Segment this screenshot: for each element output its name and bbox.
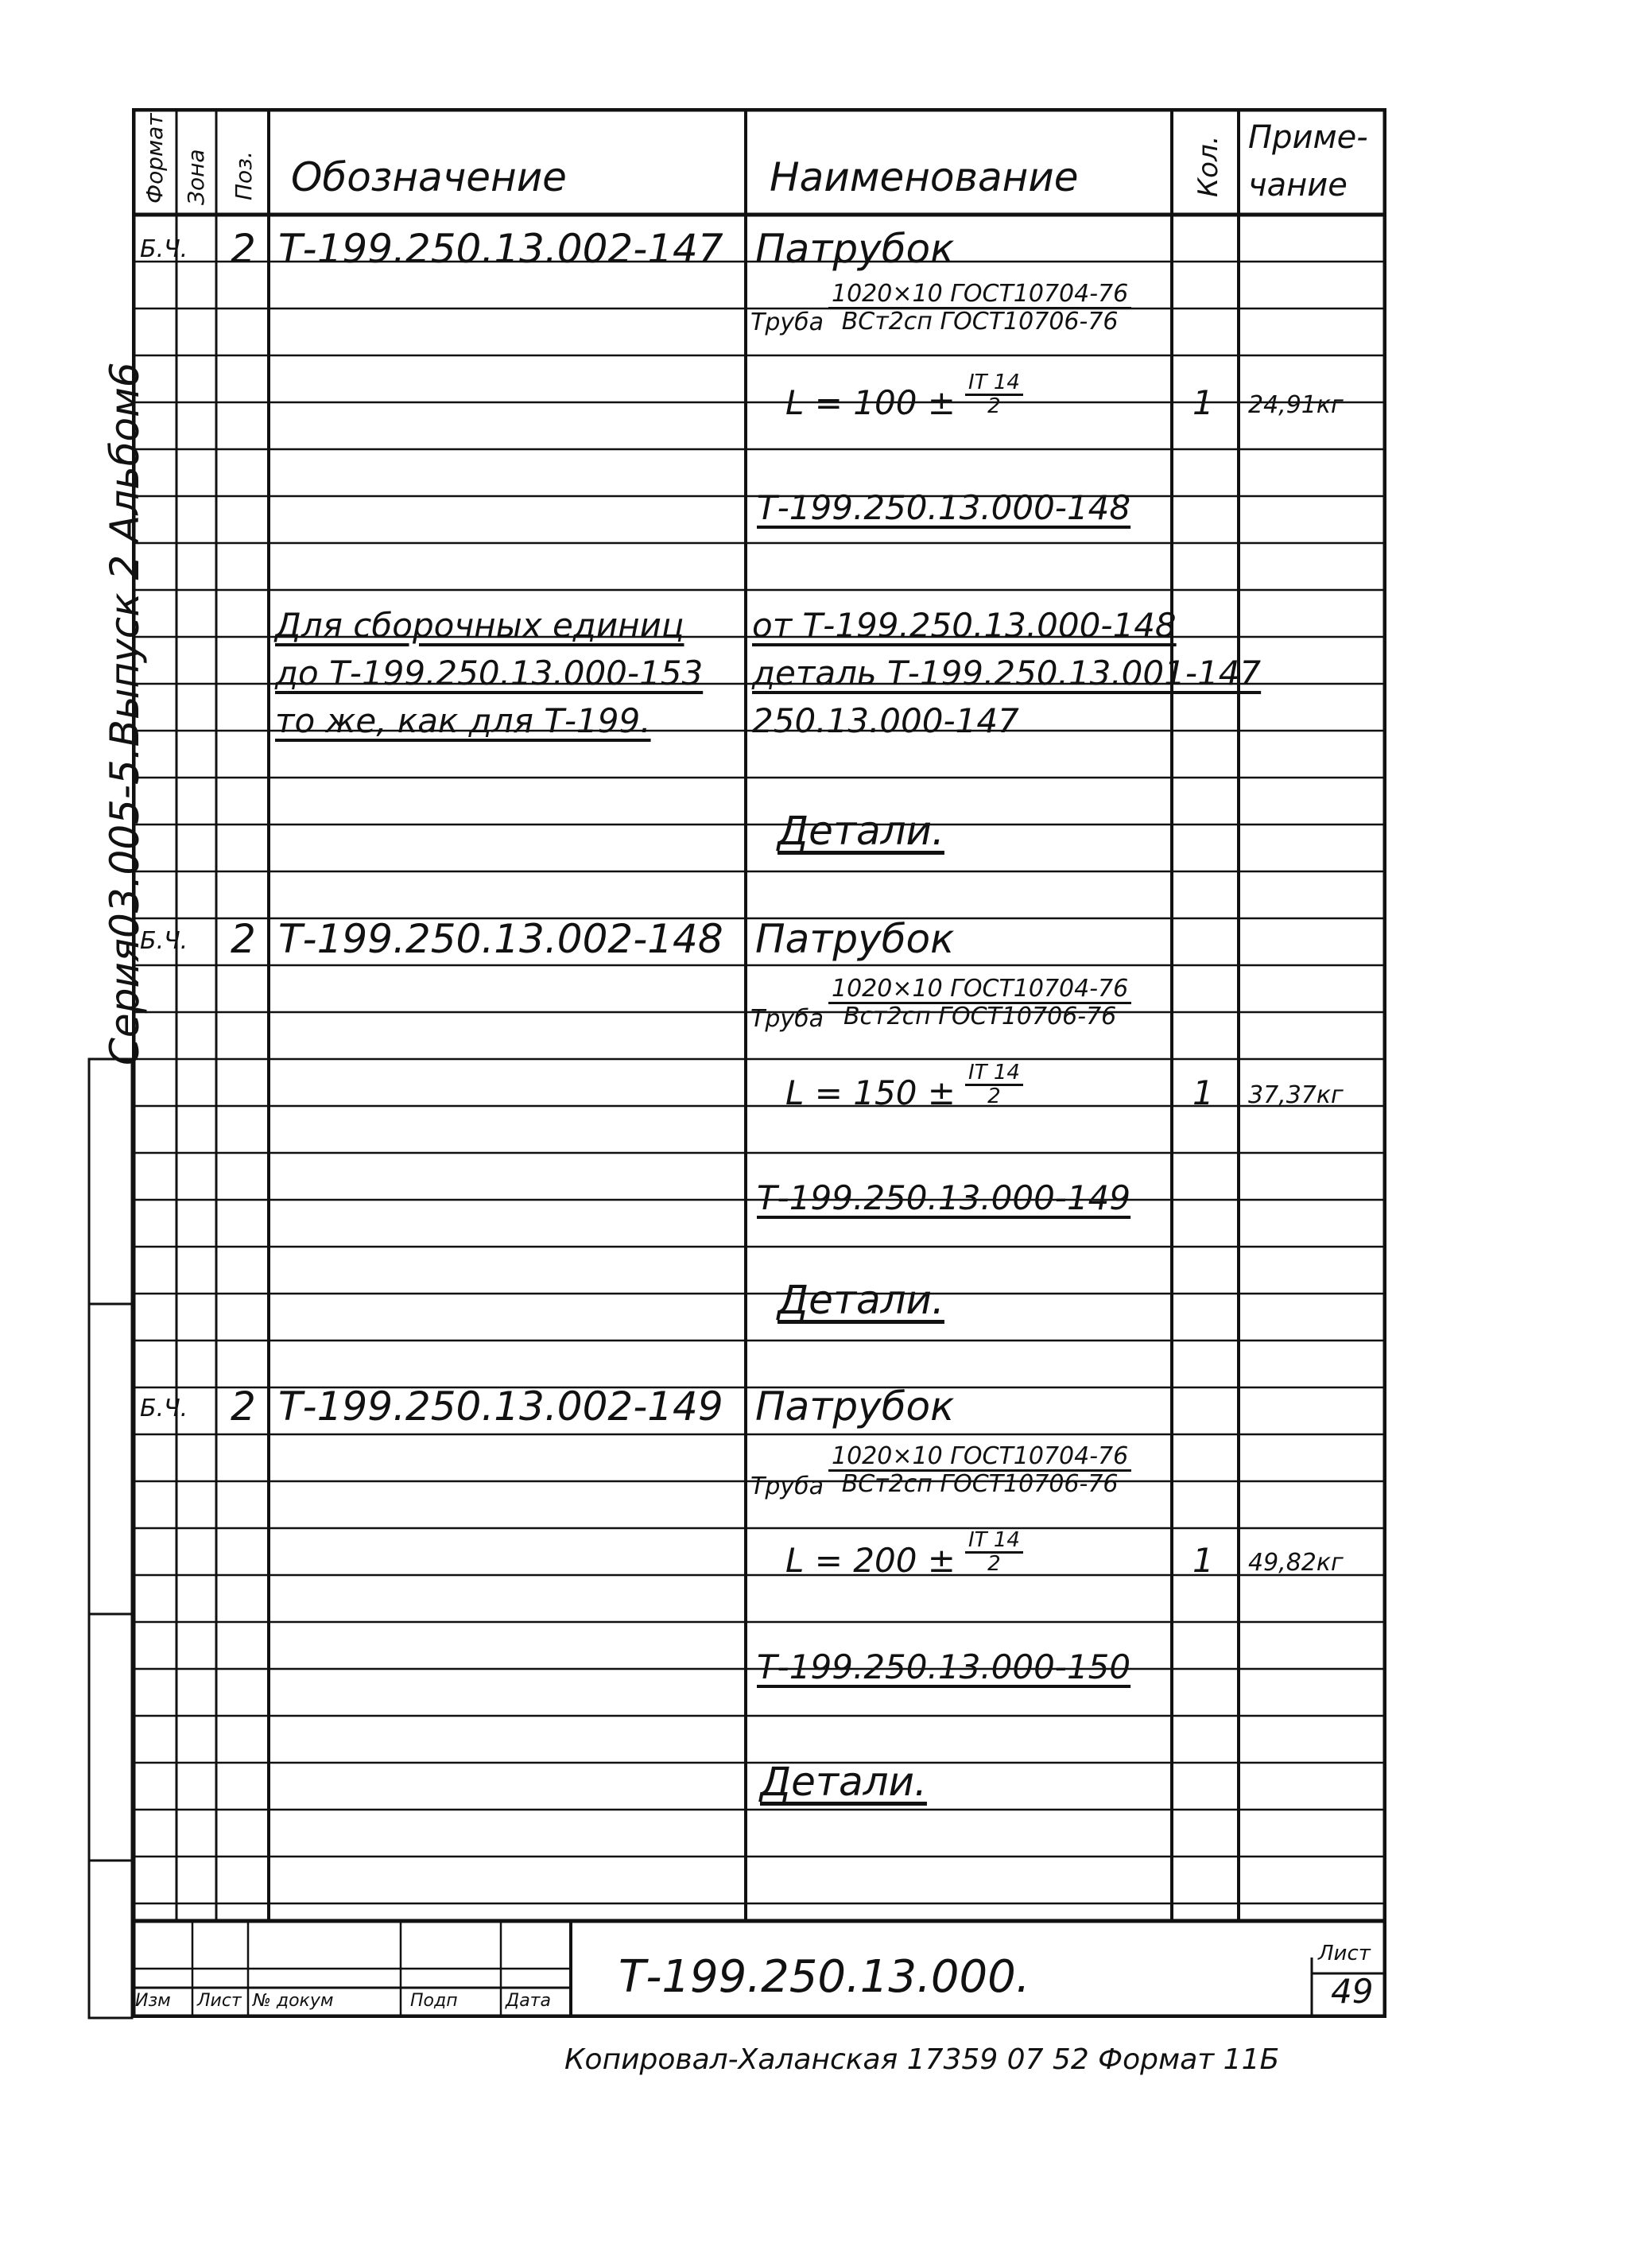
group1-tol-num: IT 14: [965, 372, 1023, 396]
note-line3-left: то же, как для Т-199.: [275, 701, 651, 740]
note-line1-left: Для сборочных единиц: [275, 606, 684, 645]
group3-ref: Т-199.250.13.000-150: [757, 1647, 1131, 1686]
side-stamp-boxes: [87, 1057, 135, 2020]
group1-pipe-num: 1020×10 ГОСТ10704-76: [828, 281, 1131, 309]
tb-col-list: Лист: [197, 1991, 242, 2011]
group3-tol-num: IT 14: [965, 1530, 1023, 1554]
header-zone: Зона: [183, 149, 209, 205]
group2-tol-den: 2: [987, 1084, 1001, 1109]
group2-tolerance: [965, 1062, 1023, 1108]
header-pos: Поз.: [231, 151, 257, 200]
group2-mass: 37,37кг: [1248, 1081, 1344, 1109]
specification-sheet: [132, 108, 1386, 2018]
group3-pipe-den: ВСт2сп ГОСТ10706-76: [841, 1469, 1119, 1498]
group3-name: Патрубок: [755, 1383, 955, 1430]
header-note-line1: Приме-: [1248, 119, 1368, 156]
group1-pipe-den: ВСт2сп ГОСТ10706-76: [841, 307, 1119, 336]
group1-mass: 24,91кг: [1248, 391, 1344, 419]
group1-format: Б.Ч.: [140, 235, 188, 263]
group1-name: Патрубок: [755, 226, 955, 272]
group1-pipe-spec: [828, 281, 1131, 334]
group2-pipe-word: Труба: [750, 1005, 824, 1033]
note-line2-right: деталь Т-199.250.13.001-147: [752, 654, 1262, 693]
group2-designation: Т-199.250.13.002-148: [278, 916, 723, 962]
group2-length: L = 150 ±: [785, 1073, 956, 1112]
group1-designation: Т-199.250.13.002-147: [278, 226, 723, 272]
group2-qty: 1: [1192, 1073, 1214, 1112]
note-line2-left: до Т-199.250.13.000-153: [275, 654, 704, 693]
group3-mass: 49,82кг: [1248, 1549, 1344, 1577]
group3-format: Б.Ч.: [140, 1395, 188, 1422]
group2-pipe-den: Вст2сп ГОСТ10706-76: [843, 1002, 1117, 1030]
tb-col-doc: № докум: [253, 1991, 334, 2011]
group1-tol-den: 2: [987, 394, 1001, 419]
group3-pipe-word: Труба: [750, 1473, 824, 1500]
group3-pipe-num: 1020×10 ГОСТ10704-76: [828, 1444, 1131, 1472]
group2-pos: 2: [231, 916, 256, 962]
note-line3-right: 250.13.000-147: [752, 701, 1019, 740]
footer-copier-note: Копировал-Халанская 17359 07 52 Формат 11Б: [564, 2043, 1280, 2076]
header-format: Формат: [142, 113, 168, 204]
group2-pipe-num: 1020×10 ГОСТ10704-76: [828, 976, 1131, 1004]
group1-ref: Т-199.250.13.000-148: [757, 488, 1131, 527]
details-label-2: Детали.: [778, 1277, 944, 1323]
group3-tol-den: 2: [987, 1552, 1001, 1577]
group3-length: L = 200 ±: [785, 1541, 956, 1580]
tb-col-sign: Подп: [410, 1991, 458, 2011]
group3-pipe-spec: [828, 1444, 1131, 1496]
group1-qty: 1: [1192, 383, 1214, 422]
tb-col-date: Дата: [506, 1991, 551, 2011]
group3-designation: Т-199.250.13.002-149: [278, 1383, 723, 1430]
details-label-1: Детали.: [778, 808, 944, 854]
tb-sheet-number: 49: [1331, 1972, 1374, 2011]
group3-pos: 2: [231, 1383, 256, 1430]
header-designation: Обозначение: [291, 154, 567, 200]
header-qty: Кол.: [1192, 135, 1224, 197]
group1-length: L = 100 ±: [785, 383, 956, 422]
note-line1-right: от Т-199.250.13.000-148: [752, 606, 1177, 645]
group2-tol-num: IT 14: [965, 1062, 1023, 1086]
group3-tolerance: [965, 1530, 1023, 1576]
group1-pos: 2: [231, 226, 256, 272]
tb-doc-number: Т-199.250.13.000.: [619, 1951, 1030, 2003]
header-name: Наименование: [770, 154, 1079, 200]
group1-pipe-word: Труба: [750, 308, 824, 336]
group2-name: Патрубок: [755, 916, 955, 962]
group2-pipe-spec: [828, 976, 1131, 1029]
group2-format: Б.Ч.: [140, 927, 188, 955]
tb-col-izm: Изм: [135, 1991, 171, 2011]
details-label-3: Детали.: [760, 1759, 927, 1805]
group3-qty: 1: [1192, 1541, 1214, 1580]
tb-sheet-label: Лист: [1318, 1942, 1371, 1965]
group2-ref: Т-199.250.13.000-149: [757, 1178, 1131, 1217]
group1-tolerance: [965, 372, 1023, 418]
side-series-label: Серия03.005-5.Выпуск 2 Альбом6: [102, 362, 148, 1065]
header-note-line2: чание: [1248, 167, 1348, 204]
